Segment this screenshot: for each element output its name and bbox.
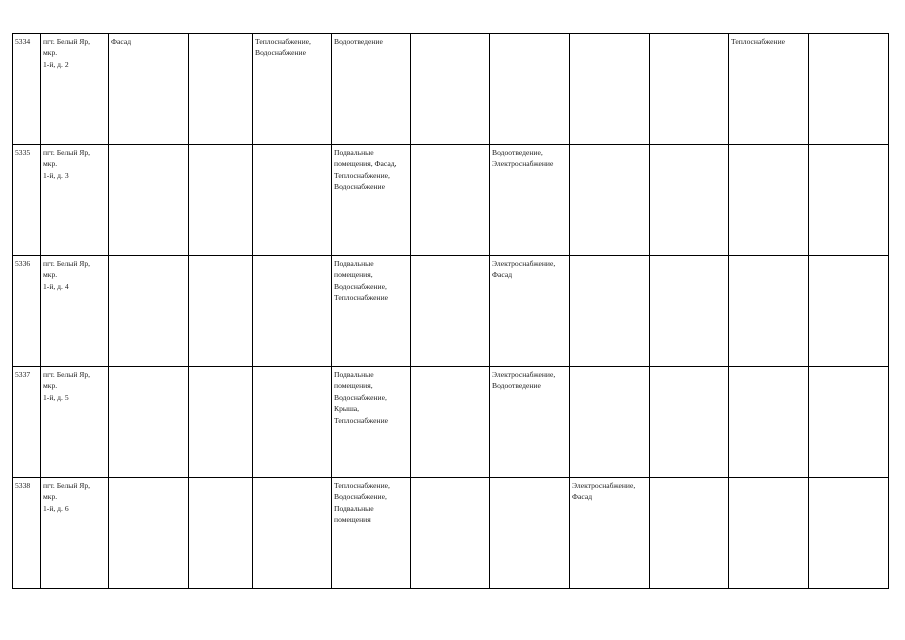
table-cell: Водоотведение, Электроснабжение xyxy=(490,145,570,256)
table-row xyxy=(13,145,889,256)
address-cell: пгт. Белый Яр, мкр. 1-й, д. 6 xyxy=(41,478,109,589)
table-cell xyxy=(189,256,253,367)
table-cell xyxy=(650,367,729,478)
table-row xyxy=(13,478,889,589)
table-row xyxy=(13,34,889,145)
table-cell: Электроснабжение, Водоотведение xyxy=(490,367,570,478)
table-cell: Теплоснабжение, Водоснабжение xyxy=(253,34,332,145)
table-cell xyxy=(729,367,809,478)
address-cell: пгт. Белый Яр, мкр. 1-й, д. 3 xyxy=(41,145,109,256)
table-cell xyxy=(650,478,729,589)
table-cell: Теплоснабжение xyxy=(729,34,809,145)
table-row xyxy=(13,256,889,367)
table-cell xyxy=(809,256,889,367)
table-cell xyxy=(411,145,490,256)
table-cell xyxy=(809,478,889,589)
table-cell: Теплоснабжение, Водоснабжение, Подвальные помещения xyxy=(332,478,411,589)
table-cell: Электроснабжение, Фасад xyxy=(570,478,650,589)
table-cell xyxy=(809,367,889,478)
table-cell xyxy=(411,34,490,145)
table-cell xyxy=(189,478,253,589)
table-cell xyxy=(253,478,332,589)
table-cell xyxy=(189,34,253,145)
table-cell xyxy=(411,367,490,478)
row-number: 5338 xyxy=(13,478,41,589)
table-cell xyxy=(253,145,332,256)
table-cell xyxy=(809,34,889,145)
table-cell xyxy=(650,256,729,367)
table-cell: Подвальные помещения, Водоснабжение, Теплоснабжение xyxy=(332,256,411,367)
table-cell xyxy=(570,256,650,367)
address-cell: пгт. Белый Яр, мкр. 1-й, д. 2 xyxy=(41,34,109,145)
address-cell: пгт. Белый Яр, мкр. 1-й, д. 5 xyxy=(41,367,109,478)
table-cell xyxy=(729,256,809,367)
table-cell xyxy=(253,367,332,478)
table-cell xyxy=(189,145,253,256)
address-cell: пгт. Белый Яр, мкр. 1-й, д. 4 xyxy=(41,256,109,367)
table-cell xyxy=(109,145,189,256)
table-cell xyxy=(189,367,253,478)
works-table xyxy=(12,33,889,589)
table-cell: Электроснабжение, Фасад xyxy=(490,256,570,367)
table-cell xyxy=(411,256,490,367)
table-row xyxy=(13,367,889,478)
table-cell xyxy=(570,367,650,478)
table-cell xyxy=(253,256,332,367)
row-number: 5335 xyxy=(13,145,41,256)
table-cell xyxy=(490,478,570,589)
table-cell xyxy=(411,478,490,589)
table-cell xyxy=(109,478,189,589)
table-cell xyxy=(570,34,650,145)
table-body xyxy=(13,34,889,589)
row-number: 5336 xyxy=(13,256,41,367)
table-cell xyxy=(729,145,809,256)
table-cell: Водоотведение xyxy=(332,34,411,145)
table-cell xyxy=(490,34,570,145)
table-cell xyxy=(109,367,189,478)
table-cell xyxy=(650,34,729,145)
row-number: 5337 xyxy=(13,367,41,478)
table-cell xyxy=(109,256,189,367)
table-cell: Подвальные помещения, Фасад, Теплоснабжение, Водоснабжение xyxy=(332,145,411,256)
table-cell: Подвальные помещения, Водоснабжение, Крыша, Теплоснабжение xyxy=(332,367,411,478)
table-cell xyxy=(570,145,650,256)
table-cell: Фасад xyxy=(109,34,189,145)
table-cell xyxy=(650,145,729,256)
table-cell xyxy=(809,145,889,256)
table-cell xyxy=(729,478,809,589)
row-number: 5334 xyxy=(13,34,41,145)
